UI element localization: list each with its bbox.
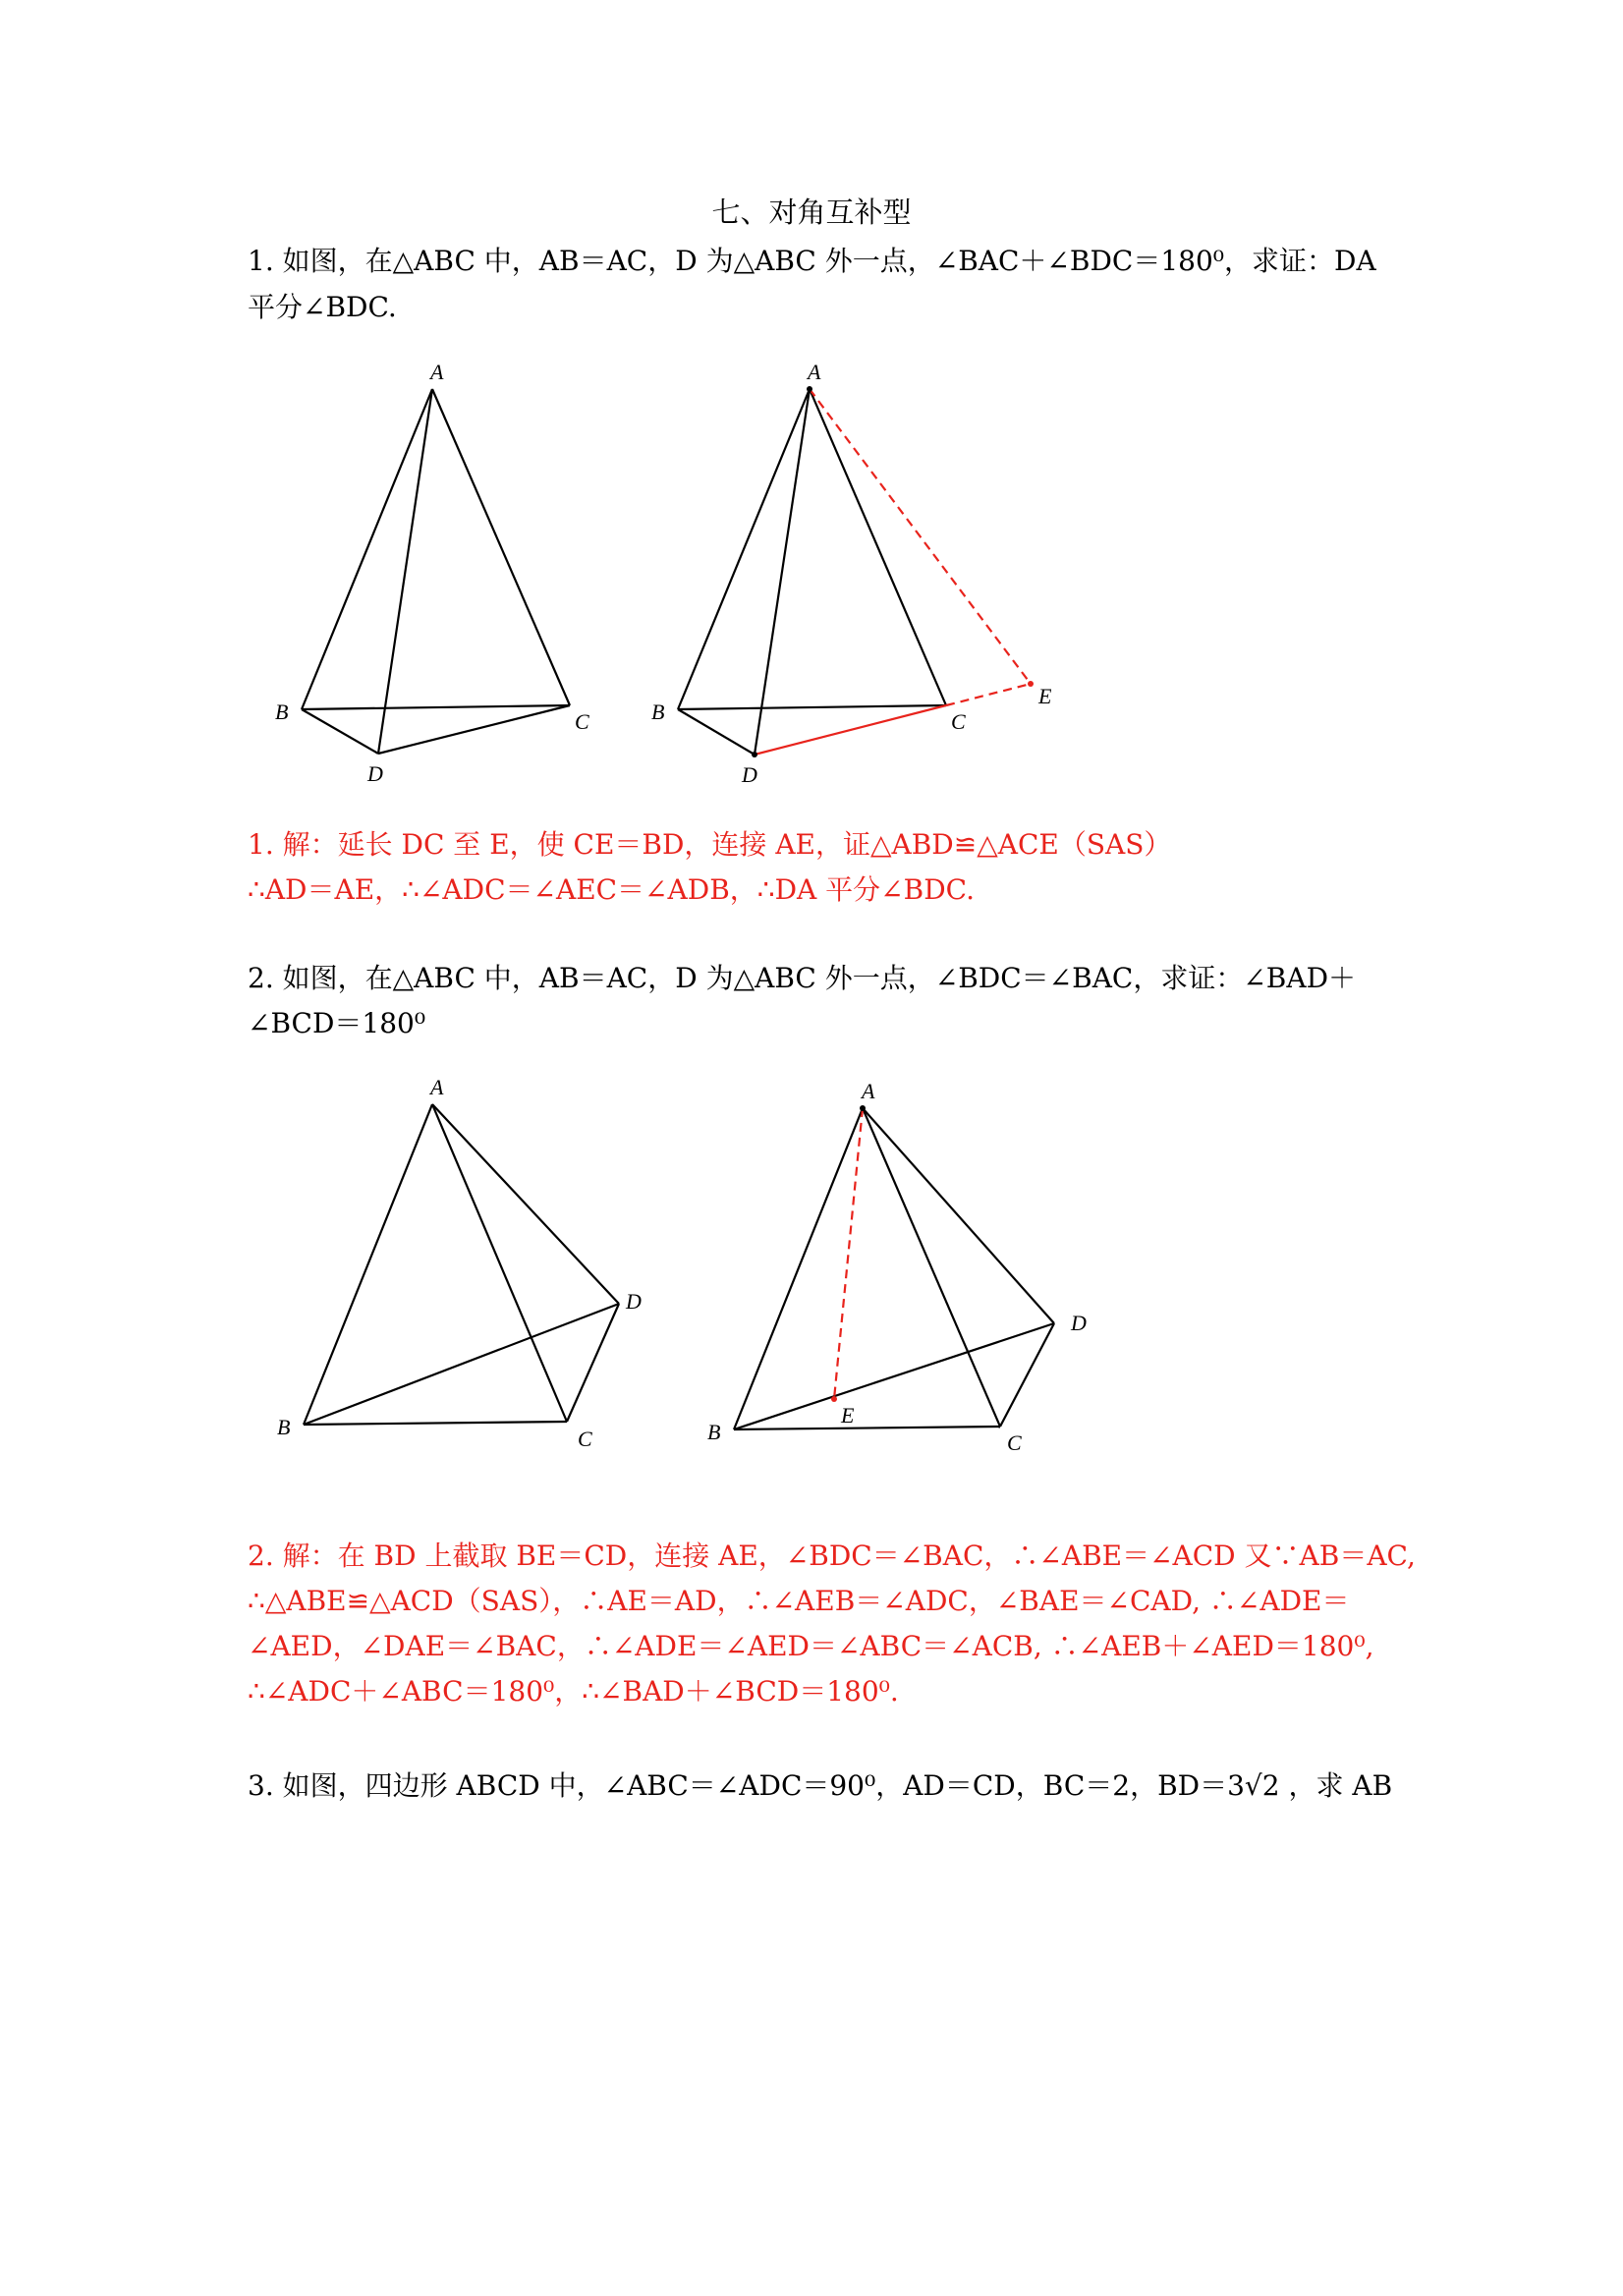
label-b: B xyxy=(275,700,289,724)
segment-ad xyxy=(863,1108,1054,1323)
label-c: C xyxy=(575,709,589,734)
segment-ab xyxy=(678,389,810,709)
figure-2-right xyxy=(678,389,946,755)
segment-ad xyxy=(755,389,810,755)
label-d: D xyxy=(626,1289,642,1314)
label-e: E xyxy=(841,1403,855,1428)
segment-bc xyxy=(302,705,570,709)
problem-1-line-2: 平分∠BDC. xyxy=(248,291,397,323)
segment-bc xyxy=(734,1427,1000,1429)
problem-1-line-1: 1. 如图，在△ABC 中，AB＝AC，D 为△ABC 外一点，∠BAC＋∠BDC＝180⁰，求证：DA xyxy=(248,245,1376,277)
segment-ab xyxy=(304,1104,432,1425)
solution-2-line-1: 2. 解：在 BD 上截取 BE＝CD，连接 AE，∠BDC＝∠BAC，∴∠ABE＝∠ACD 又∵AB＝AC, xyxy=(248,1540,1416,1572)
segment-bc xyxy=(304,1422,567,1425)
segment-bd xyxy=(678,709,755,755)
label-a: A xyxy=(808,360,821,384)
label-b: B xyxy=(651,700,665,724)
segment-bd xyxy=(302,709,378,754)
label-d: D xyxy=(742,762,757,787)
label-c: C xyxy=(951,709,966,734)
segment-ac xyxy=(863,1108,1000,1427)
label-e: E xyxy=(1038,684,1052,708)
red-constructions xyxy=(755,389,1031,755)
segment-ac xyxy=(810,389,946,705)
segment-ce-dashed xyxy=(946,684,1031,705)
label-b: B xyxy=(707,1420,721,1444)
solution-2-line-2: ∴△ABE≌△ACD（SAS），∴AE＝AD，∴∠AEB＝∠ADC，∠BAE＝∠CAD, ∴∠ADE＝ xyxy=(248,1585,1350,1617)
segment-ac xyxy=(432,1104,567,1422)
problem-3-line-1: 3. 如图，四边形 ABCD 中，∠ABC＝∠ADC＝90⁰，AD＝CD，BC＝2，BD＝3√2 ，求 AB xyxy=(248,1769,1393,1802)
segment-ad xyxy=(432,1104,619,1304)
segment-ae-dashed xyxy=(810,389,1031,684)
label-d: D xyxy=(367,761,383,786)
label-a: A xyxy=(430,1075,444,1099)
segment-ac xyxy=(432,389,570,705)
solution-1-line-1: 1. 解：延长 DC 至 E，使 CE＝BD，连接 AE，证△ABD≌△ACE（SAS） xyxy=(248,828,1172,861)
segment-ae-dashed xyxy=(834,1108,863,1399)
segment-bd xyxy=(304,1304,619,1425)
segment-cd xyxy=(378,705,570,754)
figure-3-left xyxy=(304,1104,619,1425)
label-a: A xyxy=(862,1079,875,1103)
segment-ad xyxy=(378,389,432,754)
solution-2-line-3: ∠AED，∠DAE＝∠BAC，∴∠ADE＝∠AED＝∠ABC＝∠ACB, ∴∠AEB＋∠AED＝180⁰, xyxy=(248,1630,1374,1662)
figure-4-right xyxy=(734,1108,1054,1429)
problem-2-line-2: ∠BCD＝180⁰ xyxy=(248,1007,426,1039)
figure-1-left xyxy=(302,389,570,754)
label-c: C xyxy=(578,1427,592,1451)
label-d: D xyxy=(1071,1311,1087,1335)
segment-bc xyxy=(678,705,946,709)
solution-2-line-4: ∴∠ADC＋∠ABC＝180⁰，∴∠BAD＋∠BCD＝180⁰. xyxy=(248,1675,899,1708)
segment-ab xyxy=(302,389,432,709)
label-a: A xyxy=(430,360,444,384)
solution-1-line-2: ∴AD＝AE，∴∠ADC＝∠AEC＝∠ADB，∴DA 平分∠BDC. xyxy=(248,873,975,906)
problem-2-line-1: 2. 如图，在△ABC 中，AB＝AC，D 为△ABC 外一点，∠BDC＝∠BAC，求证：∠BAD＋ xyxy=(248,962,1357,994)
segment-dc-red xyxy=(755,705,946,755)
segment-ab xyxy=(734,1108,863,1429)
section-title: 七、对角互补型 xyxy=(711,196,912,229)
label-b: B xyxy=(277,1415,291,1439)
label-c: C xyxy=(1007,1430,1022,1455)
